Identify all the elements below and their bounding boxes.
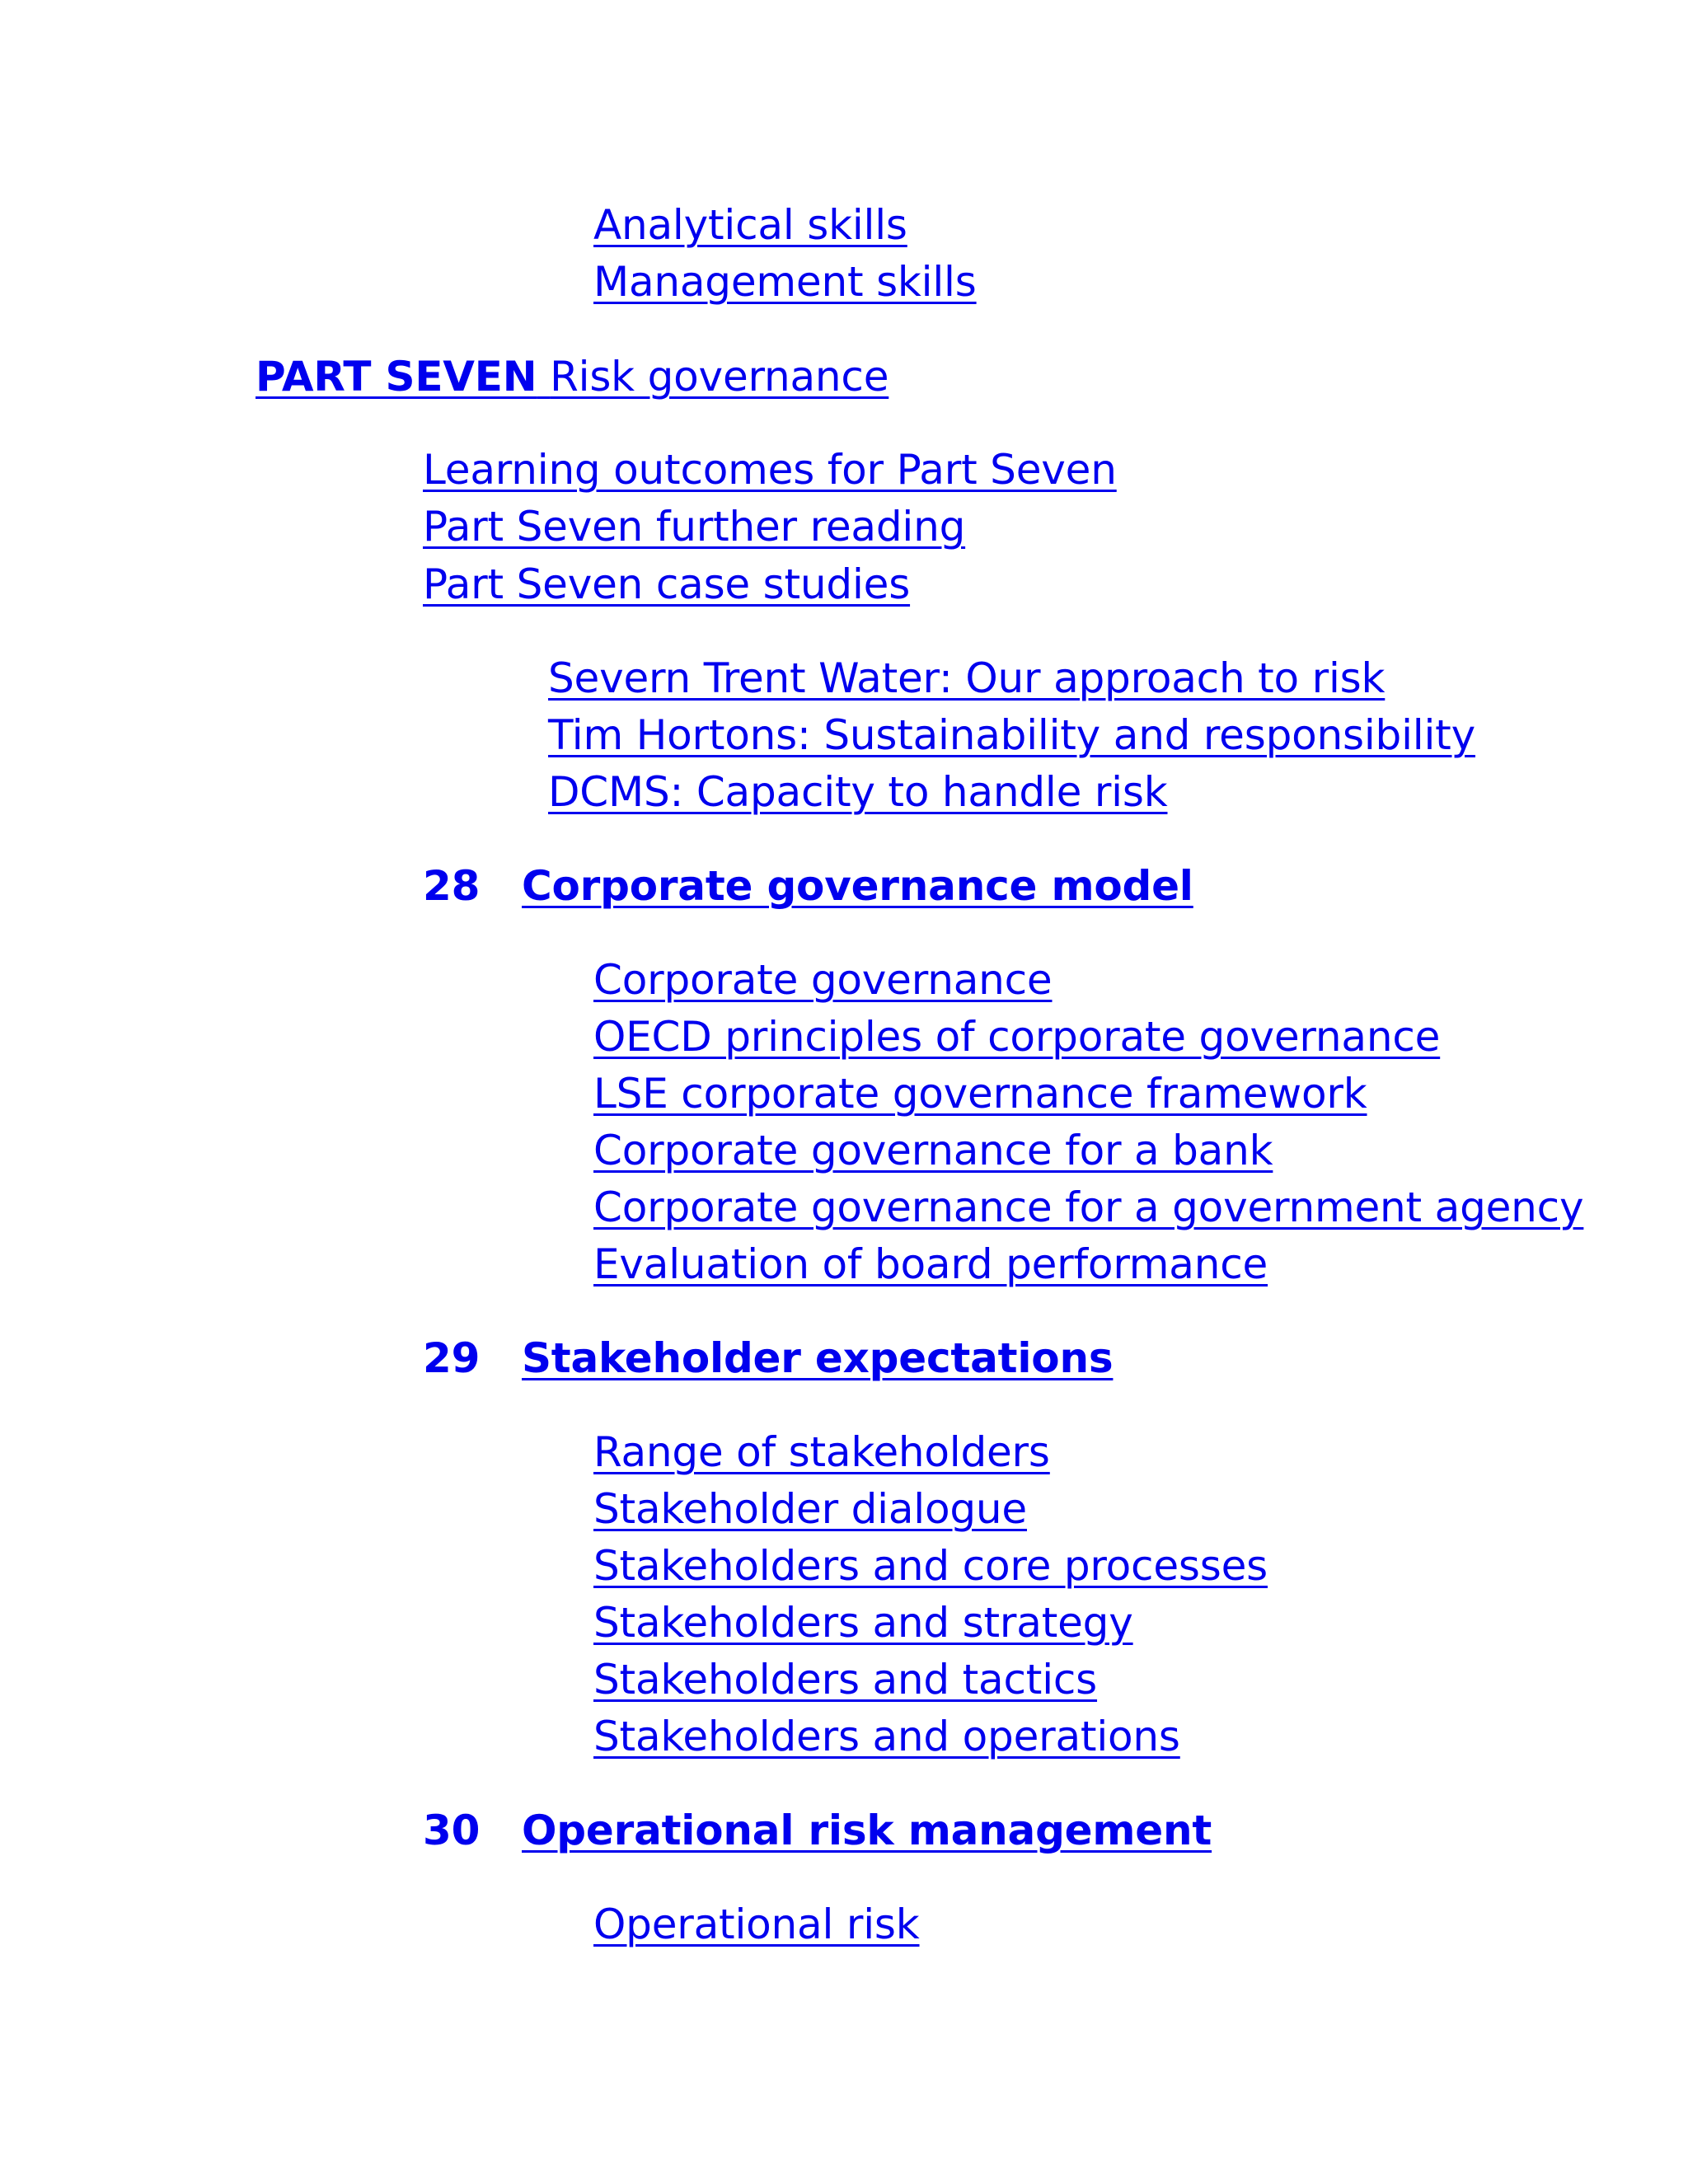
toc-link-further-reading[interactable]: Part Seven further reading bbox=[423, 503, 966, 551]
chapter-number: 28 bbox=[423, 862, 481, 910]
toc-link-chapter-28[interactable] bbox=[423, 861, 1193, 911]
toc-link-case-study-severn-trent[interactable]: Severn Trent Water: Our approach to risk bbox=[548, 654, 1386, 702]
toc-link-analytical-skills[interactable]: Analytical skills bbox=[593, 201, 907, 249]
toc-link-section[interactable]: Stakeholder dialogue bbox=[593, 1485, 1027, 1533]
toc-link-section[interactable]: Operational risk bbox=[593, 1900, 920, 1948]
toc-link-section[interactable]: LSE corporate governance framework bbox=[593, 1070, 1367, 1118]
toc-link-section[interactable]: Stakeholders and tactics bbox=[593, 1656, 1098, 1704]
toc-link-section[interactable]: Stakeholders and core processes bbox=[593, 1542, 1268, 1590]
toc-link-case-study-tim-hortons[interactable]: Tim Hortons: Sustainability and responsibility bbox=[548, 711, 1475, 759]
toc-link-case-studies[interactable]: Part Seven case studies bbox=[423, 560, 911, 608]
toc-link-case-study-dcms[interactable]: DCMS: Capacity to handle risk bbox=[548, 768, 1168, 816]
part-title: Risk governance bbox=[550, 353, 889, 401]
toc-link-learning-outcomes[interactable]: Learning outcomes for Part Seven bbox=[423, 446, 1117, 494]
toc-link-section[interactable]: Corporate governance for a government agency bbox=[593, 1183, 1584, 1231]
toc-link-part-seven[interactable] bbox=[256, 352, 889, 401]
toc-link-chapter-30[interactable] bbox=[423, 1806, 1212, 1855]
toc-link-section[interactable]: Corporate governance for a bank bbox=[593, 1127, 1273, 1174]
chapter-number: 29 bbox=[423, 1334, 481, 1382]
toc-link-chapter-29[interactable] bbox=[423, 1333, 1113, 1383]
toc-link-management-skills[interactable]: Management skills bbox=[593, 258, 977, 306]
toc-link-section[interactable]: OECD principles of corporate governance bbox=[593, 1013, 1441, 1061]
chapter-title: Operational risk management bbox=[522, 1807, 1212, 1854]
toc-link-section[interactable]: Range of stakeholders bbox=[593, 1428, 1050, 1476]
toc-link-section[interactable]: Corporate governance bbox=[593, 956, 1053, 1004]
part-label: PART SEVEN bbox=[256, 353, 537, 401]
toc-link-section[interactable]: Stakeholders and strategy bbox=[593, 1599, 1133, 1647]
chapter-title: Corporate governance model bbox=[522, 862, 1193, 910]
toc-link-section[interactable]: Stakeholders and operations bbox=[593, 1713, 1180, 1760]
toc-link-section[interactable]: Evaluation of board performance bbox=[593, 1240, 1268, 1288]
chapter-title: Stakeholder expectations bbox=[522, 1334, 1114, 1382]
chapter-number: 30 bbox=[423, 1807, 481, 1854]
